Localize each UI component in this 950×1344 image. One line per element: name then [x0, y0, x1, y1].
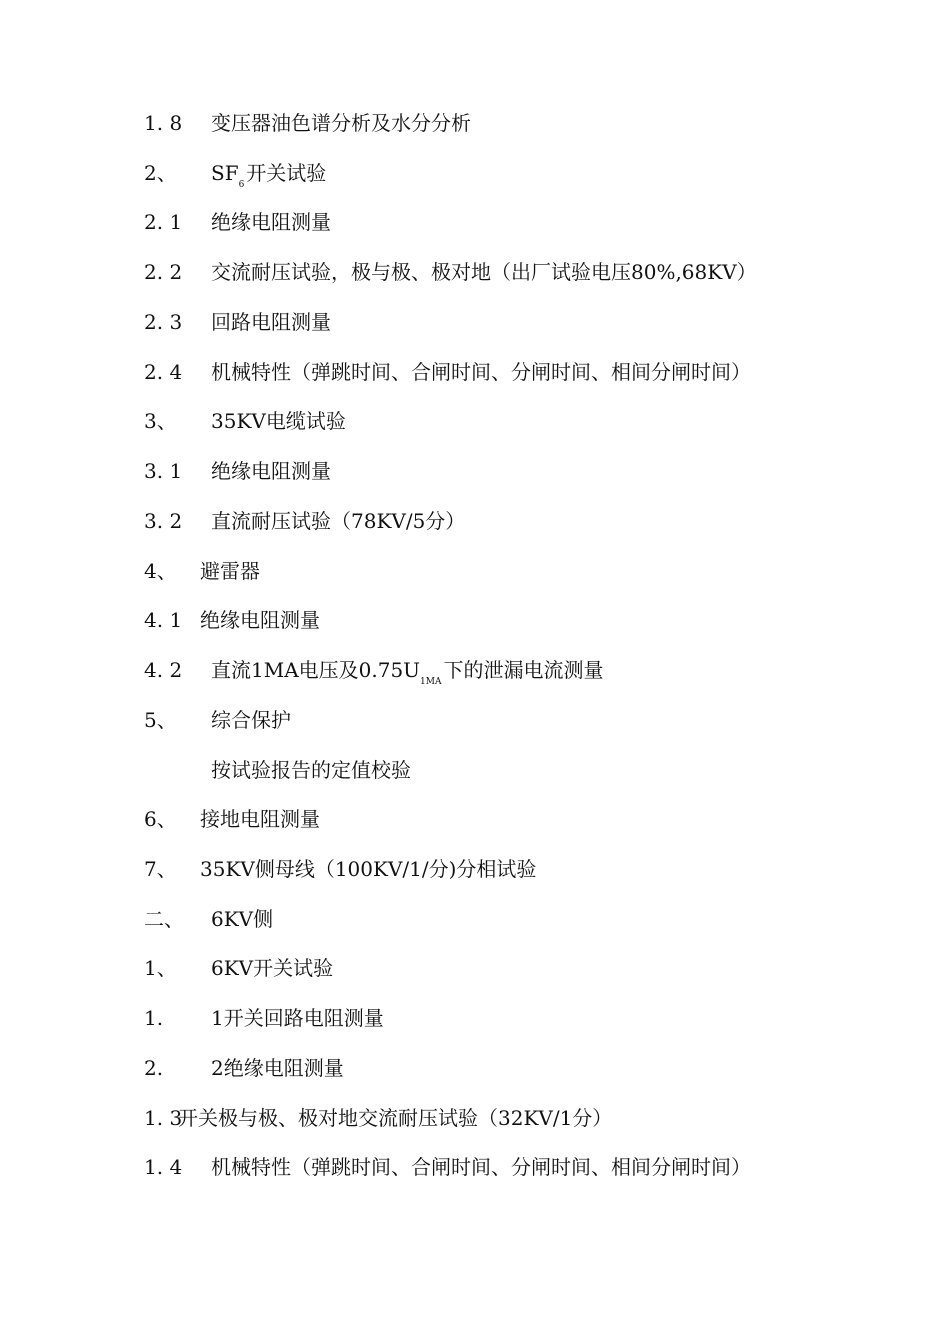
list-item: [144, 456, 331, 486]
item-number: 5、: [144, 708, 177, 732]
list-item: [144, 257, 757, 287]
item-number: 4. 1: [144, 608, 183, 632]
subscript: 1MA: [420, 677, 442, 687]
item-text: 接地电阻测量: [200, 807, 320, 831]
item-number: 2. 3: [144, 310, 183, 334]
list-item: [144, 953, 334, 983]
item-text: 回路电阻测量: [211, 310, 331, 334]
item-text: 35KV侧母线（100KV/1/分)分相试验: [200, 857, 537, 881]
item-number: 1. 4: [144, 1155, 183, 1179]
item-text: 交流耐压试验，极与极、极对地（出厂试验电压80%,68KV）: [211, 260, 757, 284]
item-number: 4. 2: [144, 658, 183, 682]
item-number: 6、: [144, 807, 177, 831]
item-number: 1.: [144, 1006, 164, 1030]
item-text: 6KV开关试验: [211, 956, 334, 980]
list-item: [144, 1053, 344, 1083]
list-item: [144, 705, 291, 735]
item-number: 1. 3: [144, 1106, 183, 1130]
item-number: 2. 4: [144, 360, 183, 384]
item-text: 绝缘电阻测量: [211, 210, 331, 234]
item-number: 1. 8: [144, 111, 183, 135]
item-text: 机械特性（弹跳时间、合闸时间、分闸时间、相间分闸时间）: [211, 360, 751, 384]
list-item: [144, 1103, 613, 1133]
item-number: 7、: [144, 857, 177, 881]
item-text: 直流1MA电压及$0.75U_{1MA}$ 下的泄漏电流测量: [211, 658, 604, 687]
item-text: 避雷器: [200, 559, 260, 583]
list-item: [144, 207, 331, 237]
list-item: [144, 357, 751, 387]
item-text: 变压器油色谱分析及水分分析: [211, 111, 471, 135]
list-item: [144, 804, 320, 834]
item-text: 35KV电缆试验: [211, 409, 346, 433]
item-number: 二、: [144, 907, 184, 931]
item-number: 3. 2: [144, 509, 183, 533]
list-item: [144, 406, 346, 436]
list-item: [144, 506, 466, 536]
item-number: 1、: [144, 956, 177, 980]
subscript: 6: [238, 180, 245, 190]
item-text: 直流耐压试验（78KV/5分）: [211, 509, 466, 533]
item-number: 3、: [144, 409, 177, 433]
list-item: [144, 854, 537, 884]
item-text: 开关极与极、极对地交流耐压试验（32KV/1分）: [178, 1106, 613, 1130]
item-number: 4、: [144, 559, 177, 583]
item-text: 6KV侧: [211, 907, 274, 931]
item-text: $SF_6$ 开关试验: [211, 161, 327, 190]
list-item: [144, 904, 274, 934]
item-text: 按试验报告的定值校验: [211, 758, 411, 782]
list-item: [144, 605, 320, 635]
item-number: 2.: [144, 1056, 164, 1080]
list-item: [144, 158, 327, 190]
item-text: 2绝缘电阻测量: [211, 1056, 344, 1080]
item-text: 机械特性（弹跳时间、合闸时间、分闸时间、相间分闸时间）: [211, 1155, 751, 1179]
item-text: 1开关回路电阻测量: [211, 1006, 384, 1030]
item-number: 2、: [144, 161, 177, 185]
list-item: [144, 655, 604, 687]
item-number: 2. 1: [144, 210, 183, 234]
item-text: 绝缘电阻测量: [211, 459, 331, 483]
item-text: 综合保护: [211, 708, 291, 732]
item-number: 2. 2: [144, 260, 183, 284]
list-item: [144, 1003, 384, 1033]
list-item: [144, 1152, 751, 1182]
list-item: [144, 108, 471, 138]
item-text: 绝缘电阻测量: [200, 608, 320, 632]
item-number: 3. 1: [144, 459, 183, 483]
list-item: [144, 556, 260, 586]
list-item: [144, 307, 331, 337]
